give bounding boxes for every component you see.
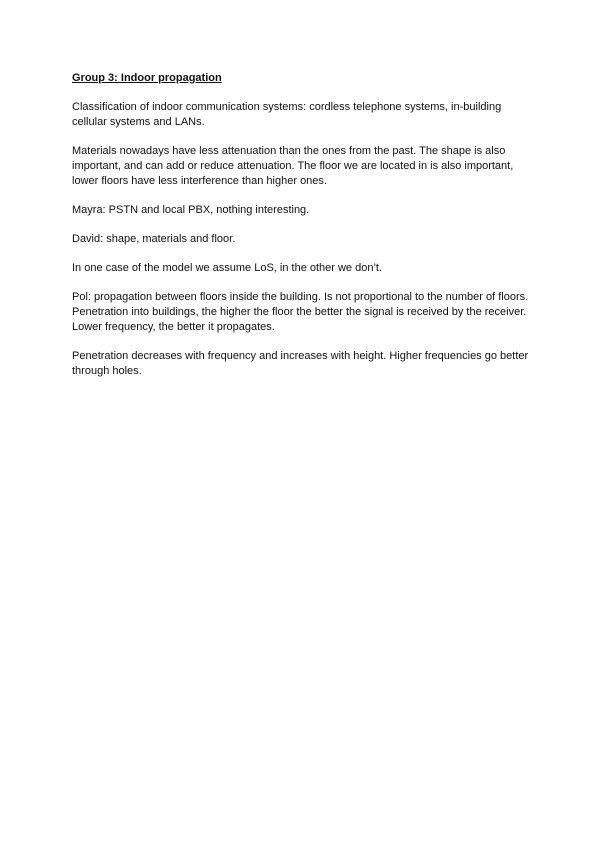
paragraph-penetration: Penetration decreases with frequency and increases with height. Higher frequencies go better through holes. — [72, 350, 529, 377]
document-body — [72, 71, 530, 393]
paragraph-pol: Pol: propagation between floors inside the building. Is not proportional to the number of floors. Penetration into buildings, the higher the floor the better the signal is received by the receiver. Lower frequency, the better it propagates. — [72, 291, 529, 333]
paragraph-classification: Classification of indoor communication systems: cordless telephone systems, in-building cellular systems and LANs. — [72, 101, 502, 128]
paragraph-mayra: Mayra: PSTN and local PBX, nothing interesting. — [72, 204, 310, 216]
paragraph-david: David: shape, materials and floor. — [72, 233, 236, 245]
paragraph-materials: Materials nowadays have less attenuation than the ones from the past. The shape is also important, and can add or reduce attenuation. The floor we are located in is also important, lower floors have less interference than higher ones. — [72, 145, 514, 187]
paragraph-los: In one case of the model we assume LoS, in the other we don’t. — [72, 262, 383, 274]
document-title: Group 3: Indoor propagation — [72, 72, 222, 84]
